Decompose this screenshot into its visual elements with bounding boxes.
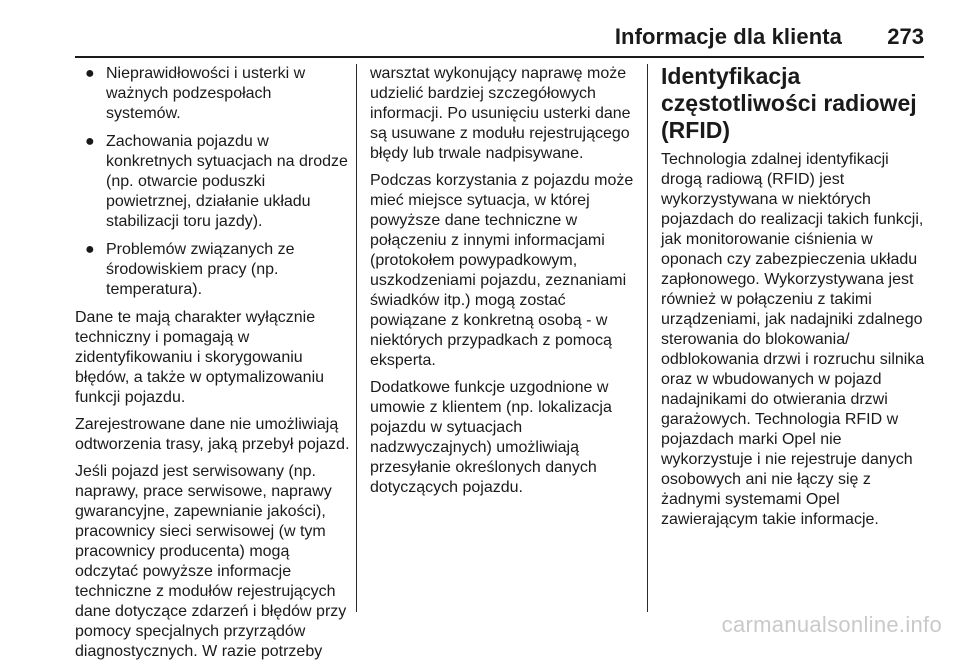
paragraph: Dane te mają charakter wyłącznie techniczny i pomagają w zidentyfikowaniu i skorygowaniu błędów, a także w optymalizowaniu funkcji pojazdu. <box>75 309 325 406</box>
header-rule <box>75 56 924 58</box>
column-divider <box>647 64 648 612</box>
bullet-text: Problemów związanych ze środowiskiem pracy (np. temperatura). <box>106 241 295 298</box>
column-1 <box>75 64 350 669</box>
paragraph: warsztat wykonujący naprawę może udzielić bardziej szczegółowych informacji. Po usunięciu usterki dane są usuwane z modułu rejestrującego błędy lub trwale nadpisywane. <box>370 65 631 162</box>
paragraph: Zarejestrowane dane nie umożliwiają odtworzenia trasy, jaką przebył pojazd. <box>75 416 350 453</box>
bullet-item <box>75 132 350 232</box>
bullet-dot-icon: ● <box>85 65 95 82</box>
column-3 <box>661 64 929 537</box>
bullet-dot-icon: ● <box>85 241 95 258</box>
paragraph: Jeśli pojazd jest serwisowany (np. naprawy, prace serwisowe, naprawy gwarancyjne, zapewnianie jakości), pracownicy sieci serwisowej (w tym pracownicy producenta) mogą odczytać powyższe informacje techniczne z modułów rejestrujących dane dotyczące zdarzeń i błędów przy pomocy specjalnych przyrządów diagnostycznych. W razie potrzeby <box>75 463 347 660</box>
paragraph: Dodatkowe funkcje uzgodnione w umowie z klientem (np. lokalizacja pojazdu w sytuacjach nadzwyczajnych) umożliwiają przesyłanie określonych danych dotyczących pojazdu. <box>370 379 612 496</box>
section-heading: Identyfikacja częstotliwości radiowej (RFID) <box>661 63 917 143</box>
column-2 <box>370 64 636 505</box>
bullet-item <box>75 64 350 124</box>
bullet-text: Nieprawidłowości i usterki w ważnych podzespołach systemów. <box>106 65 306 122</box>
page-header <box>0 18 960 58</box>
bullet-item <box>75 240 350 300</box>
paragraph: Technologia zdalnej identyfikacji drogą radiową (RFID) jest wykorzystywana w niektórych pojazdach do realizacji takich funkcji, jak monitorowanie ciśnienia w oponach czy zabezpieczenia układu zapłonowego. Wykorzystywana jest również w połączeniu z takimi urządzeniami, jak nadajniki zdalnego sterowania do blokowania/ odblokowania drzwi i rozruchu silnika oraz w wbudowanych w pojazd nadajnikami do otwierania drzwi garażowych. Technologia RFID w pojazdach marki Opel nie wykorzystuje i nie rejestruje danych osobowych ani nie łączy się z żadnymi systemami Opel zawierającym takie informacje. <box>661 151 925 528</box>
column-divider <box>356 64 357 612</box>
page-title: Informacje dla klienta <box>614 24 842 49</box>
bullet-dot-icon: ● <box>85 133 95 150</box>
bullet-text: Zachowania pojazdu w konkretnych sytuacjach na drodze (np. otwarcie poduszki powietrznej, działanie układu stabilizacji toru jazdy). <box>106 133 348 230</box>
page-number: 273 <box>887 24 924 49</box>
paragraph: Podczas korzystania z pojazdu może mieć miejsce sytuacja, w której powyższe dane techniczne w połączeniu z innymi informacjami (protokołem powypadkowym, uszkodzeniami pojazdu, zeznaniami świadków itp.) mogą zostać powiązane z konkretną osobą - w niektórych przypadkach z pomocą eksperta. <box>370 172 634 369</box>
watermark-text: carmanualsonline.info <box>721 612 942 637</box>
